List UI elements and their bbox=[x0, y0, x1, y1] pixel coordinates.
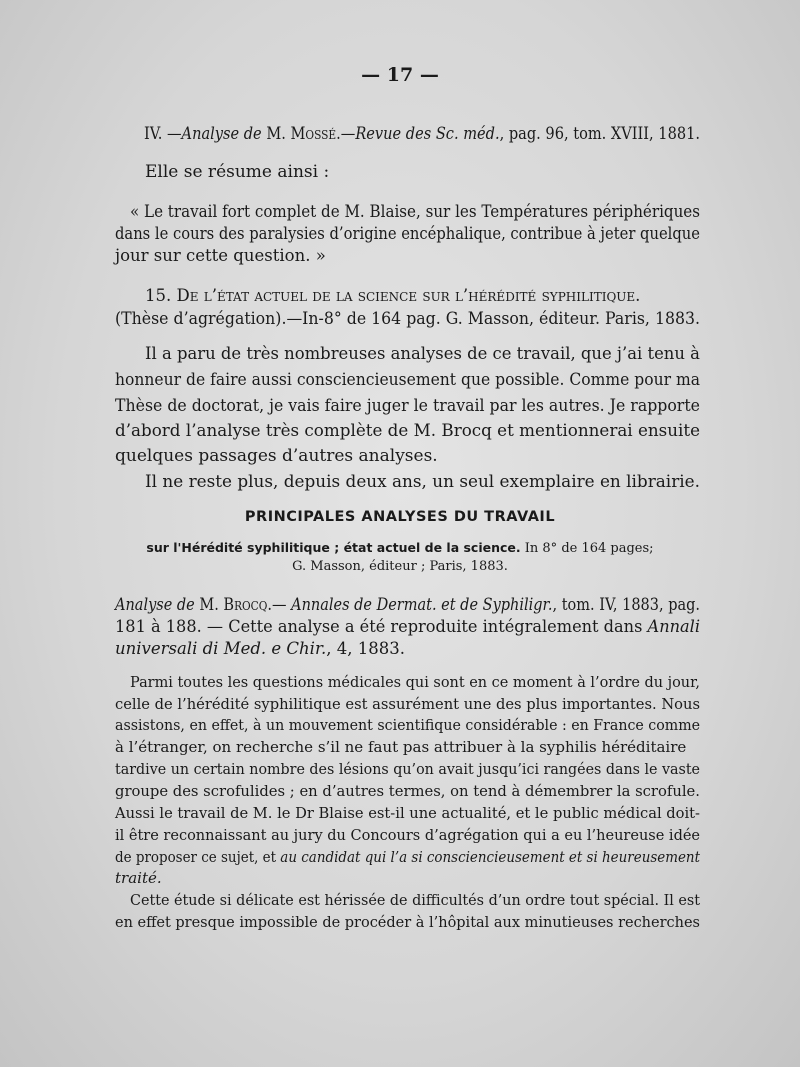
para1-line-2: honneur de faire aussi consciencieusement que possible. Comme pour ma bbox=[115, 370, 700, 390]
item-iv-author: M. Mossé. bbox=[266, 124, 341, 143]
section-heading: PRINCIPALES ANALYSES DU TRAVAIL bbox=[244, 509, 556, 525]
para3-line-9-text: de proposer ce sujet, et bbox=[115, 848, 281, 866]
section-subheading-line2: G. Masson, éditeur ; Paris, 1883. bbox=[292, 559, 508, 574]
brocq-line-2-text: 181 à 188. — Cette analyse a été reproduite intégralement dans bbox=[115, 617, 643, 636]
brocq-analyse: Analyse de bbox=[115, 595, 195, 614]
item-iv-reference bbox=[144, 124, 700, 143]
item-15-title-text: De l’état actuel de la science sur l’hérédité syphilitique. bbox=[176, 286, 641, 305]
quote-line-2: dans le cours des paralysies d’origine encéphalique, contribue à jeter quelque bbox=[115, 224, 701, 243]
para2: Il ne reste plus, depuis deux ans, un seul exemplaire en librairie. bbox=[145, 472, 700, 492]
para3-line-2: celle de l’hérédité syphilitique est assurément une des plus importantes. Nous bbox=[115, 695, 700, 713]
brocq-rest: , tom. IV, 1883, pag. bbox=[552, 595, 701, 614]
page-number: — 17 — bbox=[361, 64, 439, 86]
para1-line-1: Il a paru de très nombreuses analyses de ce travail, que j’ai tenu à bbox=[145, 344, 700, 364]
brocq-author: M. Brocq.— bbox=[199, 595, 287, 614]
item-iv-journal: Revue des Sc. méd. bbox=[355, 124, 500, 143]
para3-line-5: tardive un certain nombre des lésions qu’on avait jusqu’ici rangées dans le vaste bbox=[115, 760, 701, 778]
item-15-num: 15. bbox=[145, 286, 172, 305]
para3-line-4: à l’étranger, on recherche s’il ne faut pas attribuer à la syphilis héréditaire bbox=[115, 738, 687, 756]
item-15-details: (Thèse d’agrégation).—In-8° de 164 pag. G. Masson, éditeur. Paris, 1883. bbox=[115, 309, 701, 329]
para4-line-2: en effet presque impossible de procéder à l’hôpital aux minutieuses recherches bbox=[115, 913, 700, 931]
brocq-line-2 bbox=[115, 617, 700, 636]
quote-line-3: jour sur cette question. » bbox=[115, 246, 326, 265]
subheading-bold: sur l'Hérédité syphilitique ; état actuel de la science. bbox=[146, 540, 521, 555]
item-iv-num: IV. — bbox=[144, 124, 182, 143]
para3-line-7: Aussi le travail de M. le Dr Blaise est-il une actualité, et le public médical doit- bbox=[115, 804, 701, 822]
para3-line-6: groupe des scrofulides ; en d’autres termes, on tend à démembrer la scrofule. bbox=[115, 782, 700, 800]
item-15-title bbox=[145, 286, 640, 305]
brocq-line-3-italic: universali di Med. e Chir. bbox=[115, 639, 327, 658]
quote-line-1: « Le travail fort complet de M. Blaise, sur les Températures périphériques bbox=[130, 202, 701, 221]
para1-line-3: Thèse de doctorat, je vais faire juger le travail par les autres. Je rapporte bbox=[115, 396, 700, 416]
para3-line-3: assistons, en effet, à un mouvement scientifique considérable : en France comme bbox=[115, 716, 701, 734]
brocq-line-1 bbox=[115, 595, 700, 614]
section-subheading bbox=[0, 540, 800, 556]
para3-line-1: Parmi toutes les questions médicales qui sont en ce moment à l’ordre du jour, bbox=[130, 673, 701, 691]
para3-line-9 bbox=[115, 848, 700, 866]
item-iv-rest: , pag. 96, tom. XVIII, 1881. bbox=[499, 124, 701, 143]
para3-line-8: il être reconnaissant au jury du Concours d’agrégation qui a eu l’heureuse idée bbox=[115, 826, 701, 844]
resume-line: Elle se résume ainsi : bbox=[145, 162, 330, 182]
item-iv-title: Analyse de bbox=[181, 124, 262, 143]
para3-line-9-italic: au candidat qui l’a si consciencieusement et si heureusement bbox=[280, 848, 701, 866]
brocq-journal: Annales de Dermat. et de Syphiligr. bbox=[291, 595, 553, 614]
para1-line-5: quelques passages d’autres analyses. bbox=[115, 446, 438, 466]
para1-line-4: d’abord l’analyse très complète de M. Brocq et mentionnerai ensuite bbox=[115, 421, 701, 441]
brocq-line-3-rest: , 4, 1883. bbox=[326, 639, 405, 658]
brocq-line-2-italic: Annali bbox=[647, 617, 701, 636]
para3-line-10: traité. bbox=[115, 869, 162, 887]
item-iv-dash: — bbox=[340, 124, 356, 143]
brocq-line-3 bbox=[115, 639, 405, 658]
subheading-regular: In 8° de 164 pages; bbox=[520, 541, 654, 556]
para4-line-1: Cette étude si délicate est hérissée de difficultés d’un ordre tout spécial. Il est bbox=[130, 891, 701, 909]
